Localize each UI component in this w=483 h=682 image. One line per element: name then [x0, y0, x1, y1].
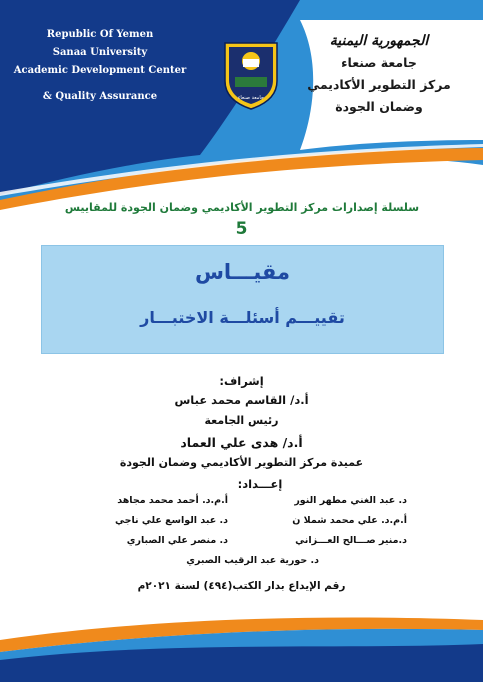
sub-title: تقييـــم أسئلـــة الاختبـــار [140, 308, 345, 327]
header-english-block [0, 26, 200, 106]
preparer-right-1: د. عبد الغني مطهر النور [294, 495, 407, 506]
logo-text: جامعة صنعاء [237, 95, 265, 101]
preparer-left-1: أ.م.د. أحمد محمد مجاهد [117, 495, 228, 506]
deposit-number: رقم الإيداع بدار الكتب(٤٩٤) لسنة ٢٠٢١م [137, 580, 346, 592]
series-title: سلسلة إصدارات مركز التطوير الأكاديمي وضمان الجودة للمقاييس [64, 201, 420, 214]
header-ar-line: مركز التطوير الأكاديمي [307, 77, 451, 92]
title-box [41, 245, 444, 354]
supervision-label: إشراف: [219, 374, 264, 388]
preparer-right-2: أ.م.د. علي محمد شملا ن [292, 515, 407, 526]
main-title: مقيـــاس [194, 260, 291, 284]
supervisor-2-name: أ.د/ هدى علي العماد [180, 435, 303, 450]
preparation-label: إعـــداد: [237, 477, 283, 491]
header-ar-line: وضمان الجودة [335, 99, 423, 114]
preparer-right-3: د.منير صـــالح العـــزاني [295, 535, 407, 546]
header-en-line: Republic Of Yemen [46, 29, 154, 40]
header-en-line: Academic Development Center [13, 65, 187, 76]
sanaa-university-logo-icon [221, 37, 281, 111]
supervisor-2-role: عميدة مركز التطوير الأكاديمي وضمان الجودة [119, 456, 364, 469]
supervisor-1-name: أ.د/ القاسم محمد عباس [174, 393, 309, 407]
header-en-line: & Quality Assurance [42, 91, 158, 102]
header-ar-line: جامعة صنعاء [341, 55, 417, 70]
footer-band [0, 600, 483, 682]
header-ar-line: الجمهورية اليمنية [329, 33, 429, 49]
preparer-last: د. حورية عبد الرقيب الصبري [186, 555, 319, 566]
header-arabic-block [289, 30, 469, 118]
header-en-line: Sanaa University [52, 47, 148, 58]
supervisor-1-role: رئيس الجامعة [204, 414, 279, 427]
series-number: 5 [235, 219, 248, 239]
preparer-left-2: د. عبد الواسع علي ناجي [114, 515, 228, 526]
preparer-left-3: د. منصر علي الصباري [126, 535, 228, 546]
